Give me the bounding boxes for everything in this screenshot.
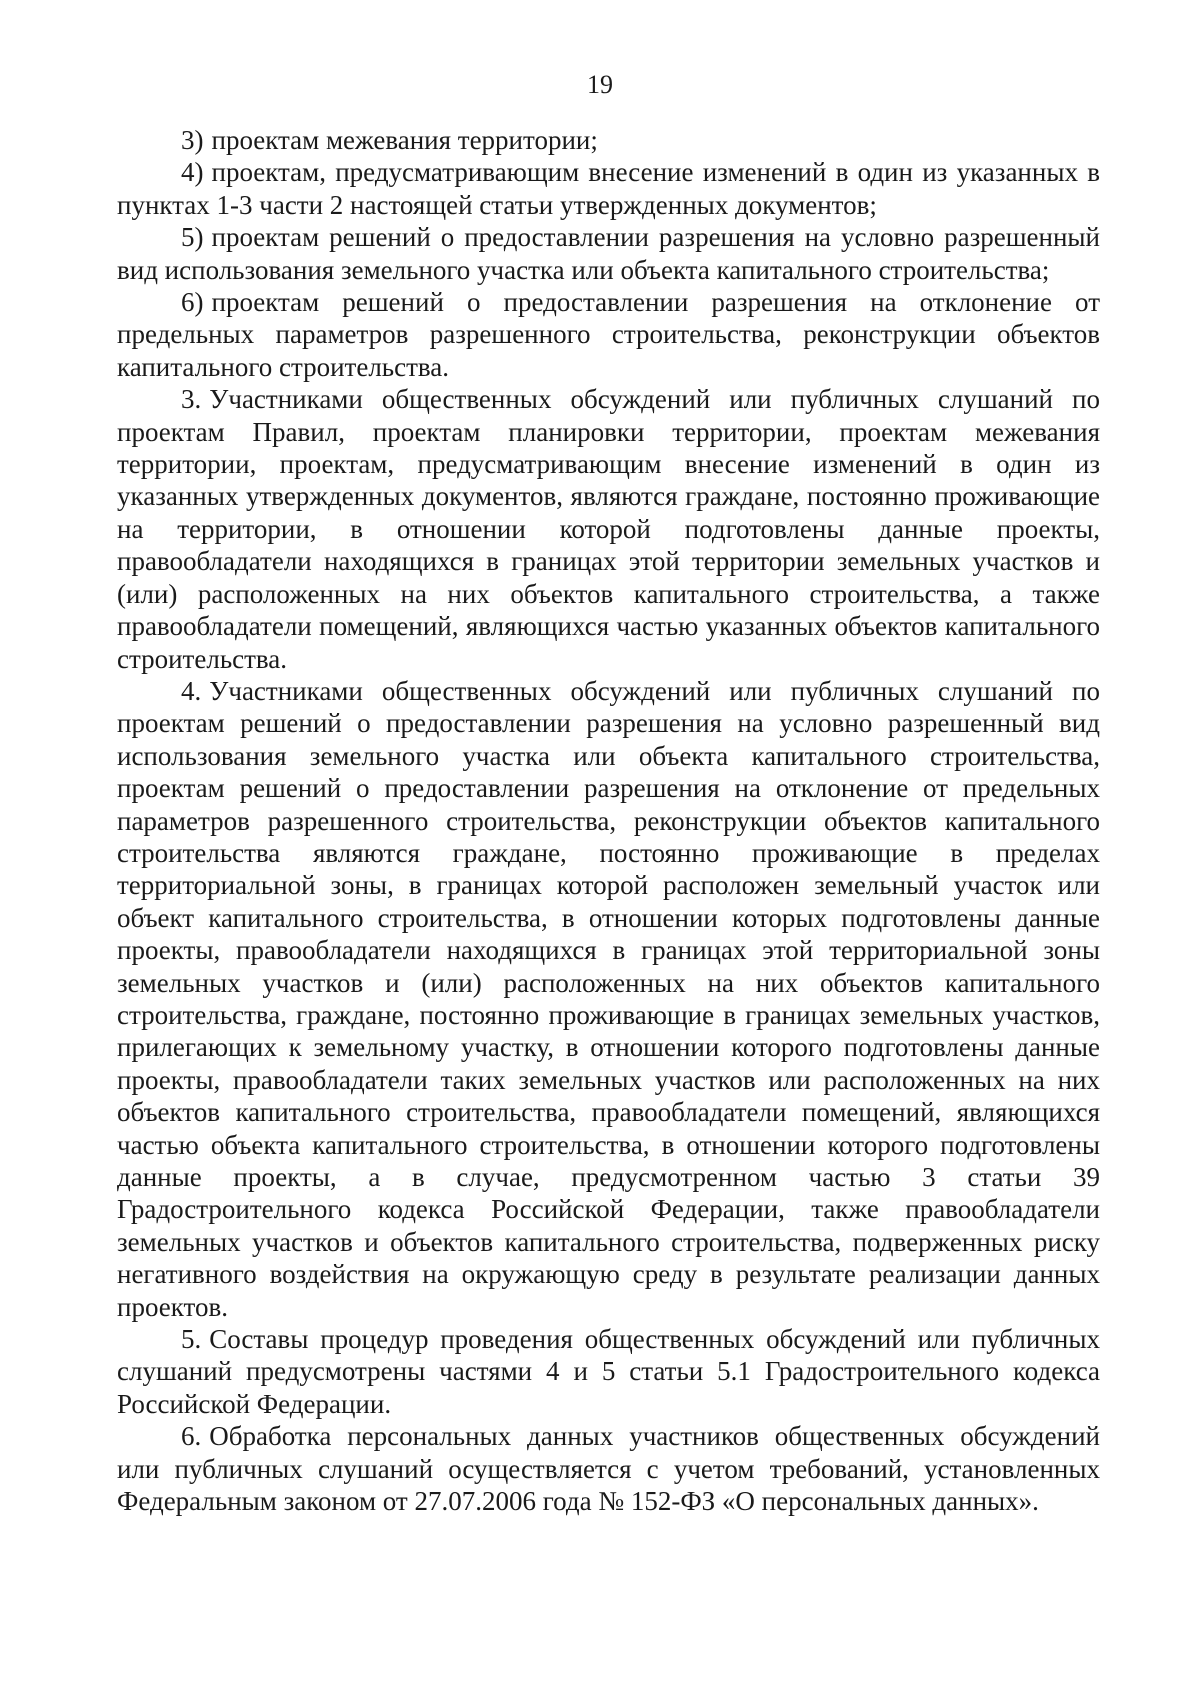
page-number: 19 [587, 70, 613, 99]
paragraph-item-4 [117, 156, 1100, 221]
paragraph-text: проектам решений о предоставлении разрешения на отклонение от предельных параметров разрешенного строительства, реконструкции объектов капитального строительства. [117, 287, 1100, 382]
clause-number: 3. [181, 384, 202, 415]
clause-4 [117, 675, 1100, 1323]
clause-number: 4. [181, 675, 202, 706]
paragraph-item-5 [117, 221, 1100, 286]
clause-text: Составы процедур проведения общественных обсуждений или публичных слушаний предусмотрены частями 4 и 5 статьи 5.1 Градостроительного кодекса Российской Федерации. [117, 1324, 1100, 1419]
clause-number: 6. [181, 1421, 202, 1452]
clause-text: Участниками общественных обсуждений или публичных слушаний по проектам решений о предоставлении разрешения на условно разрешенный вид использования земельного участка или объекта капитального строительства, проектам решений о предоставлении разрешения на отклонение от предельных параметров разрешенного строительства, реконструкции объектов капитального строительства являются граждане, постоянно проживающие в пределах территориальной зоны, в границах которой расположен земельный участок или объект капитального строительства, в отношении которых подготовлены данные проекты, правообладатели находящихся в границах этой территориальной зоны земельных участков и (или) расположенных на них объектов капитального строительства, граждане, постоянно проживающие в границах земельных участков, прилегающих к земельному участку, в отношении которого подготовлены данные проекты, правообладатели таких земельных участков или расположенных на них объектов капитального строительства, правообладатели помещений, являющихся частью объекта капитального строительства, в отношении которого подготовлены данные проекты, а в случае, предусмотренном частью 3 статьи 39 Градостроительного кодекса Российской Федерации, также правообладатели земельных участков и объектов капитального строительства, подверженных риску негативного воздействия на окружающую среду в результате реализации данных проектов. [117, 675, 1100, 1322]
paragraph-number: 5) [181, 222, 204, 253]
paragraph-number: 3) [181, 125, 204, 155]
clause-3 [117, 383, 1100, 675]
clause-number: 5. [181, 1324, 202, 1355]
paragraph-item-6 [117, 286, 1100, 383]
clause-5 [117, 1323, 1100, 1420]
paragraph-number: 4) [181, 157, 204, 188]
paragraph-item-3 [117, 124, 1100, 156]
paragraph-text: проектам решений о предоставлении разрешения на условно разрешенный вид использования земельного участка или объекта капитального строительства; [117, 222, 1100, 285]
paragraph-number: 6) [181, 287, 204, 318]
paragraph-text: проектам, предусматривающим внесение изменений в один из указанных в пунктах 1-3 части 2 настоящей статьи утвержденных документов; [117, 157, 1100, 220]
paragraph-text: проектам межевания территории; [211, 125, 598, 155]
clause-text: Участниками общественных обсуждений или публичных слушаний по проектам Правил, проектам планировки территории, проектам межевания территории, проектам, предусматривающим внесение изменений в один из указанных утвержденных документов, являются граждане, постоянно проживающие на территории, в отношении которой подготовлены данные проекты, правообладатели находящихся в границах этой территории земельных участков и (или) расположенных на них объектов капитального строительства, а также правообладатели помещений, являющихся частью указанных объектов капитального строительства. [117, 384, 1100, 674]
document-body [117, 124, 1100, 1517]
clause-6 [117, 1420, 1100, 1517]
clause-text: Обработка персональных данных участников общественных обсуждений или публичных слушаний осуществляется с учетом требований, установленных Федеральным законом от 27.07.2006 года № 152-ФЗ «О персональных данных». [117, 1421, 1100, 1517]
